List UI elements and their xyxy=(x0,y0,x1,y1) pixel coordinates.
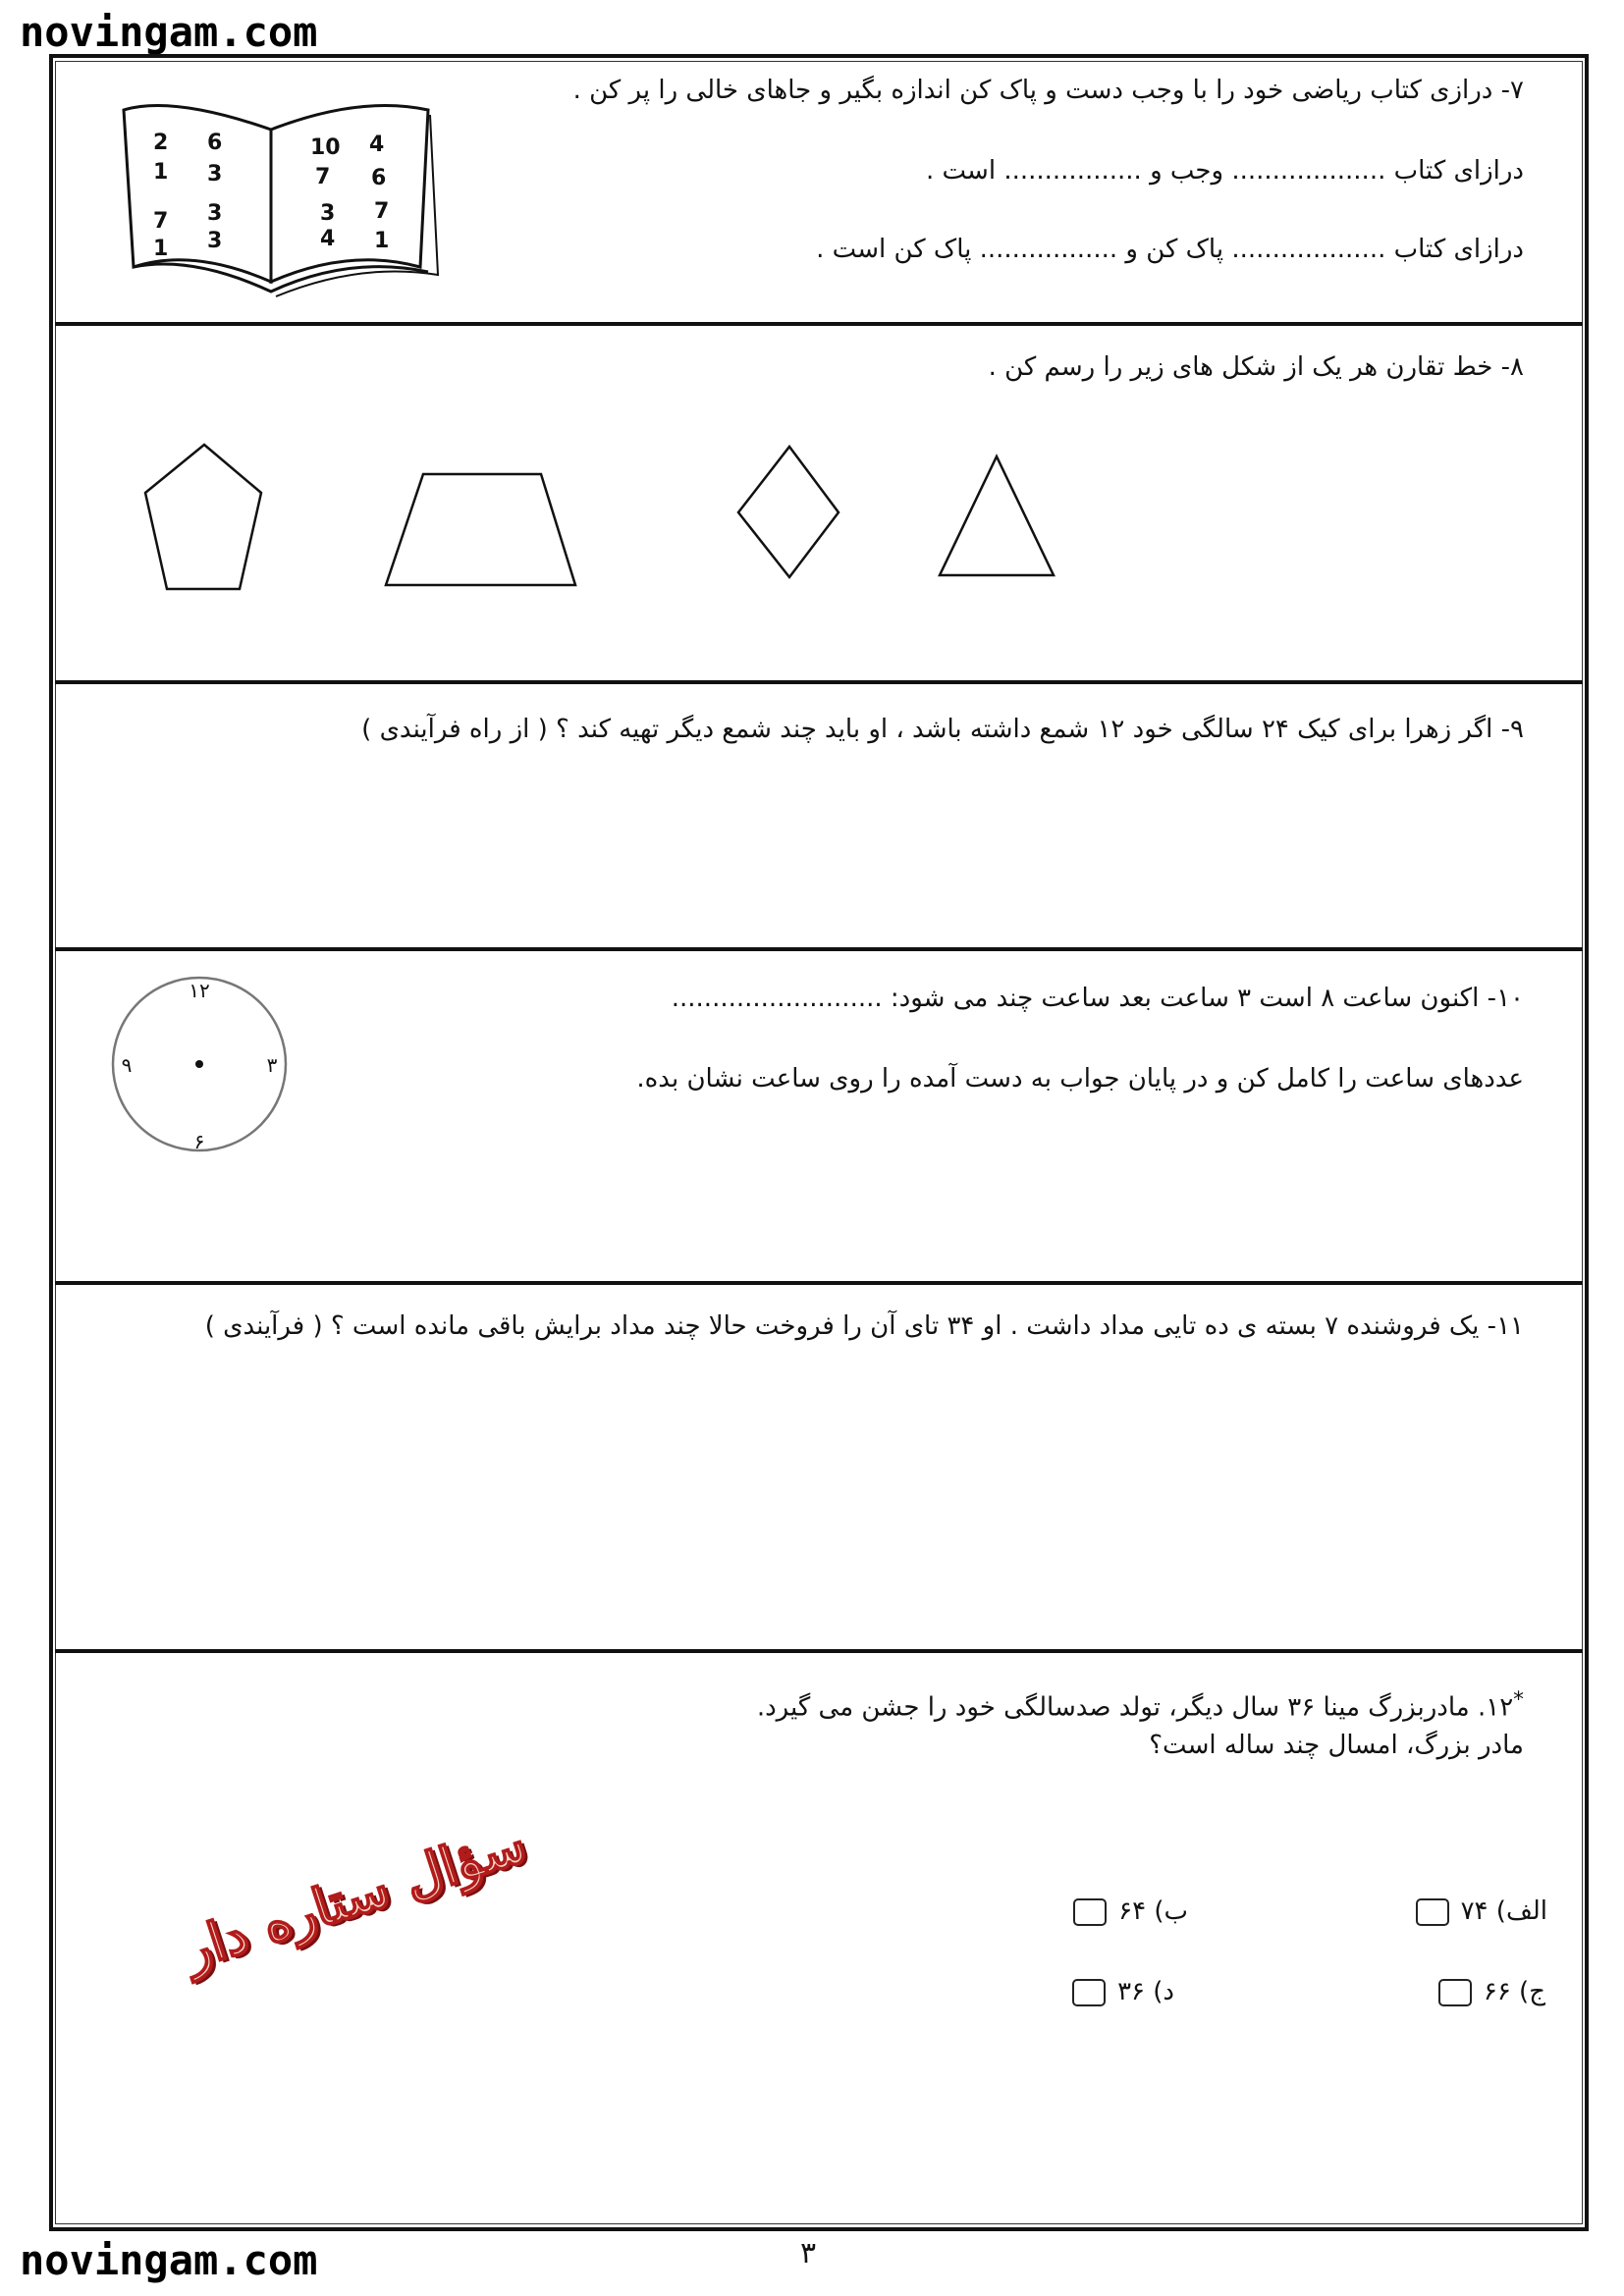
clock-6: ۶ xyxy=(193,1130,205,1153)
pentagon-shape xyxy=(145,445,261,589)
option-a[interactable]: الف) ۷۴ xyxy=(1416,1896,1547,1926)
clock-9: ۹ xyxy=(121,1053,133,1077)
clock-3: ۳ xyxy=(266,1053,278,1077)
book-num: 6 xyxy=(207,131,223,155)
star-marker: * xyxy=(1513,1687,1524,1712)
trapezoid-shape xyxy=(386,474,575,585)
square-rotated-shape xyxy=(738,447,839,577)
q12-line2: مادر بزرگ، امسال چند ساله است؟ xyxy=(1149,1731,1524,1760)
starred-question-stamp: سؤال ستاره دار xyxy=(175,1811,534,1982)
q10-title: ۱۰- اکنون ساعت ۸ است ۳ ساعت بعد ساعت چند می شود: .......................... xyxy=(671,984,1524,1013)
question-10-section xyxy=(55,951,1583,1285)
shapes-row xyxy=(55,326,1583,684)
book-num: 7 xyxy=(374,199,390,224)
clock-icon xyxy=(109,974,291,1155)
book-num: 3 xyxy=(320,201,336,226)
question-11-section xyxy=(55,1285,1583,1653)
option-d[interactable]: د) ۳۶ xyxy=(1072,1977,1174,2006)
book-num: 2 xyxy=(153,131,169,155)
book-num: 3 xyxy=(207,201,223,226)
book-num: 4 xyxy=(369,133,385,157)
q8-title: ۸- خط تقارن هر یک از شکل های زیر را رسم کن . xyxy=(988,352,1524,382)
question-9-section xyxy=(55,684,1583,951)
triangle-shape xyxy=(940,456,1054,575)
book-num: 6 xyxy=(371,166,387,190)
book-num: 10 xyxy=(310,135,341,160)
q12-title: *۱۲. مادربزرگ مینا ۳۶ سال دیگر، تولد صدسالگی خود را جشن می گیرد. xyxy=(756,1687,1524,1723)
q10-line2: عددهای ساعت را کامل کن و در پایان جواب به دست آمده را روی ساعت نشان بده. xyxy=(636,1064,1524,1094)
book-num: 3 xyxy=(207,162,223,187)
checkbox-b[interactable] xyxy=(1073,1898,1107,1926)
option-b[interactable]: ب) ۶۴ xyxy=(1073,1896,1188,1926)
q7-line1: درازای کتاب ................... وجب و ................. است . xyxy=(925,156,1524,186)
book-num: 7 xyxy=(153,209,169,234)
checkbox-d[interactable] xyxy=(1072,1979,1106,2006)
book-num: 3 xyxy=(207,229,223,253)
page-number: ۳ xyxy=(800,2236,817,2270)
q11-title: ۱۱- یک فروشنده ۷ بسته ی ده تایی مداد داشت . او ۳۴ تای آن را فروخت حالا چند مداد برایش باقی مانده است ؟ ( فرآیندی ) xyxy=(204,1311,1524,1341)
q9-title: ۹- اگر زهرا برای کیک ۲۴ سالگی خود ۱۲ شمع داشته باشد ، او باید چند شمع دیگر تهیه کند ؟ ( از راه فرآیندی ) xyxy=(361,715,1524,744)
watermark-top: novingam.com xyxy=(20,8,318,56)
checkbox-c[interactable] xyxy=(1438,1979,1472,2006)
book-num: 7 xyxy=(315,165,331,189)
book-num: 4 xyxy=(320,227,336,251)
book-illustration-icon xyxy=(114,90,448,296)
book-num: 1 xyxy=(153,237,169,261)
option-c[interactable]: ج) ۶۶ xyxy=(1438,1977,1545,2006)
question-7-section xyxy=(55,61,1583,326)
clock-12: ۱۲ xyxy=(189,979,210,1002)
checkbox-a[interactable] xyxy=(1416,1898,1449,1926)
book-num: 1 xyxy=(153,160,169,185)
question-8-section xyxy=(55,326,1583,684)
book-num: 1 xyxy=(374,229,390,253)
watermark-bottom: novingam.com xyxy=(20,2236,318,2284)
q7-line2: درازای کتاب ................... پاک کن و ................. پاک کن است . xyxy=(816,235,1524,264)
q7-title: ۷- درازی کتاب ریاضی خود را با وجب دست و پاک کن اندازه بگیر و جاهای خالی را پر کن . xyxy=(572,76,1524,105)
